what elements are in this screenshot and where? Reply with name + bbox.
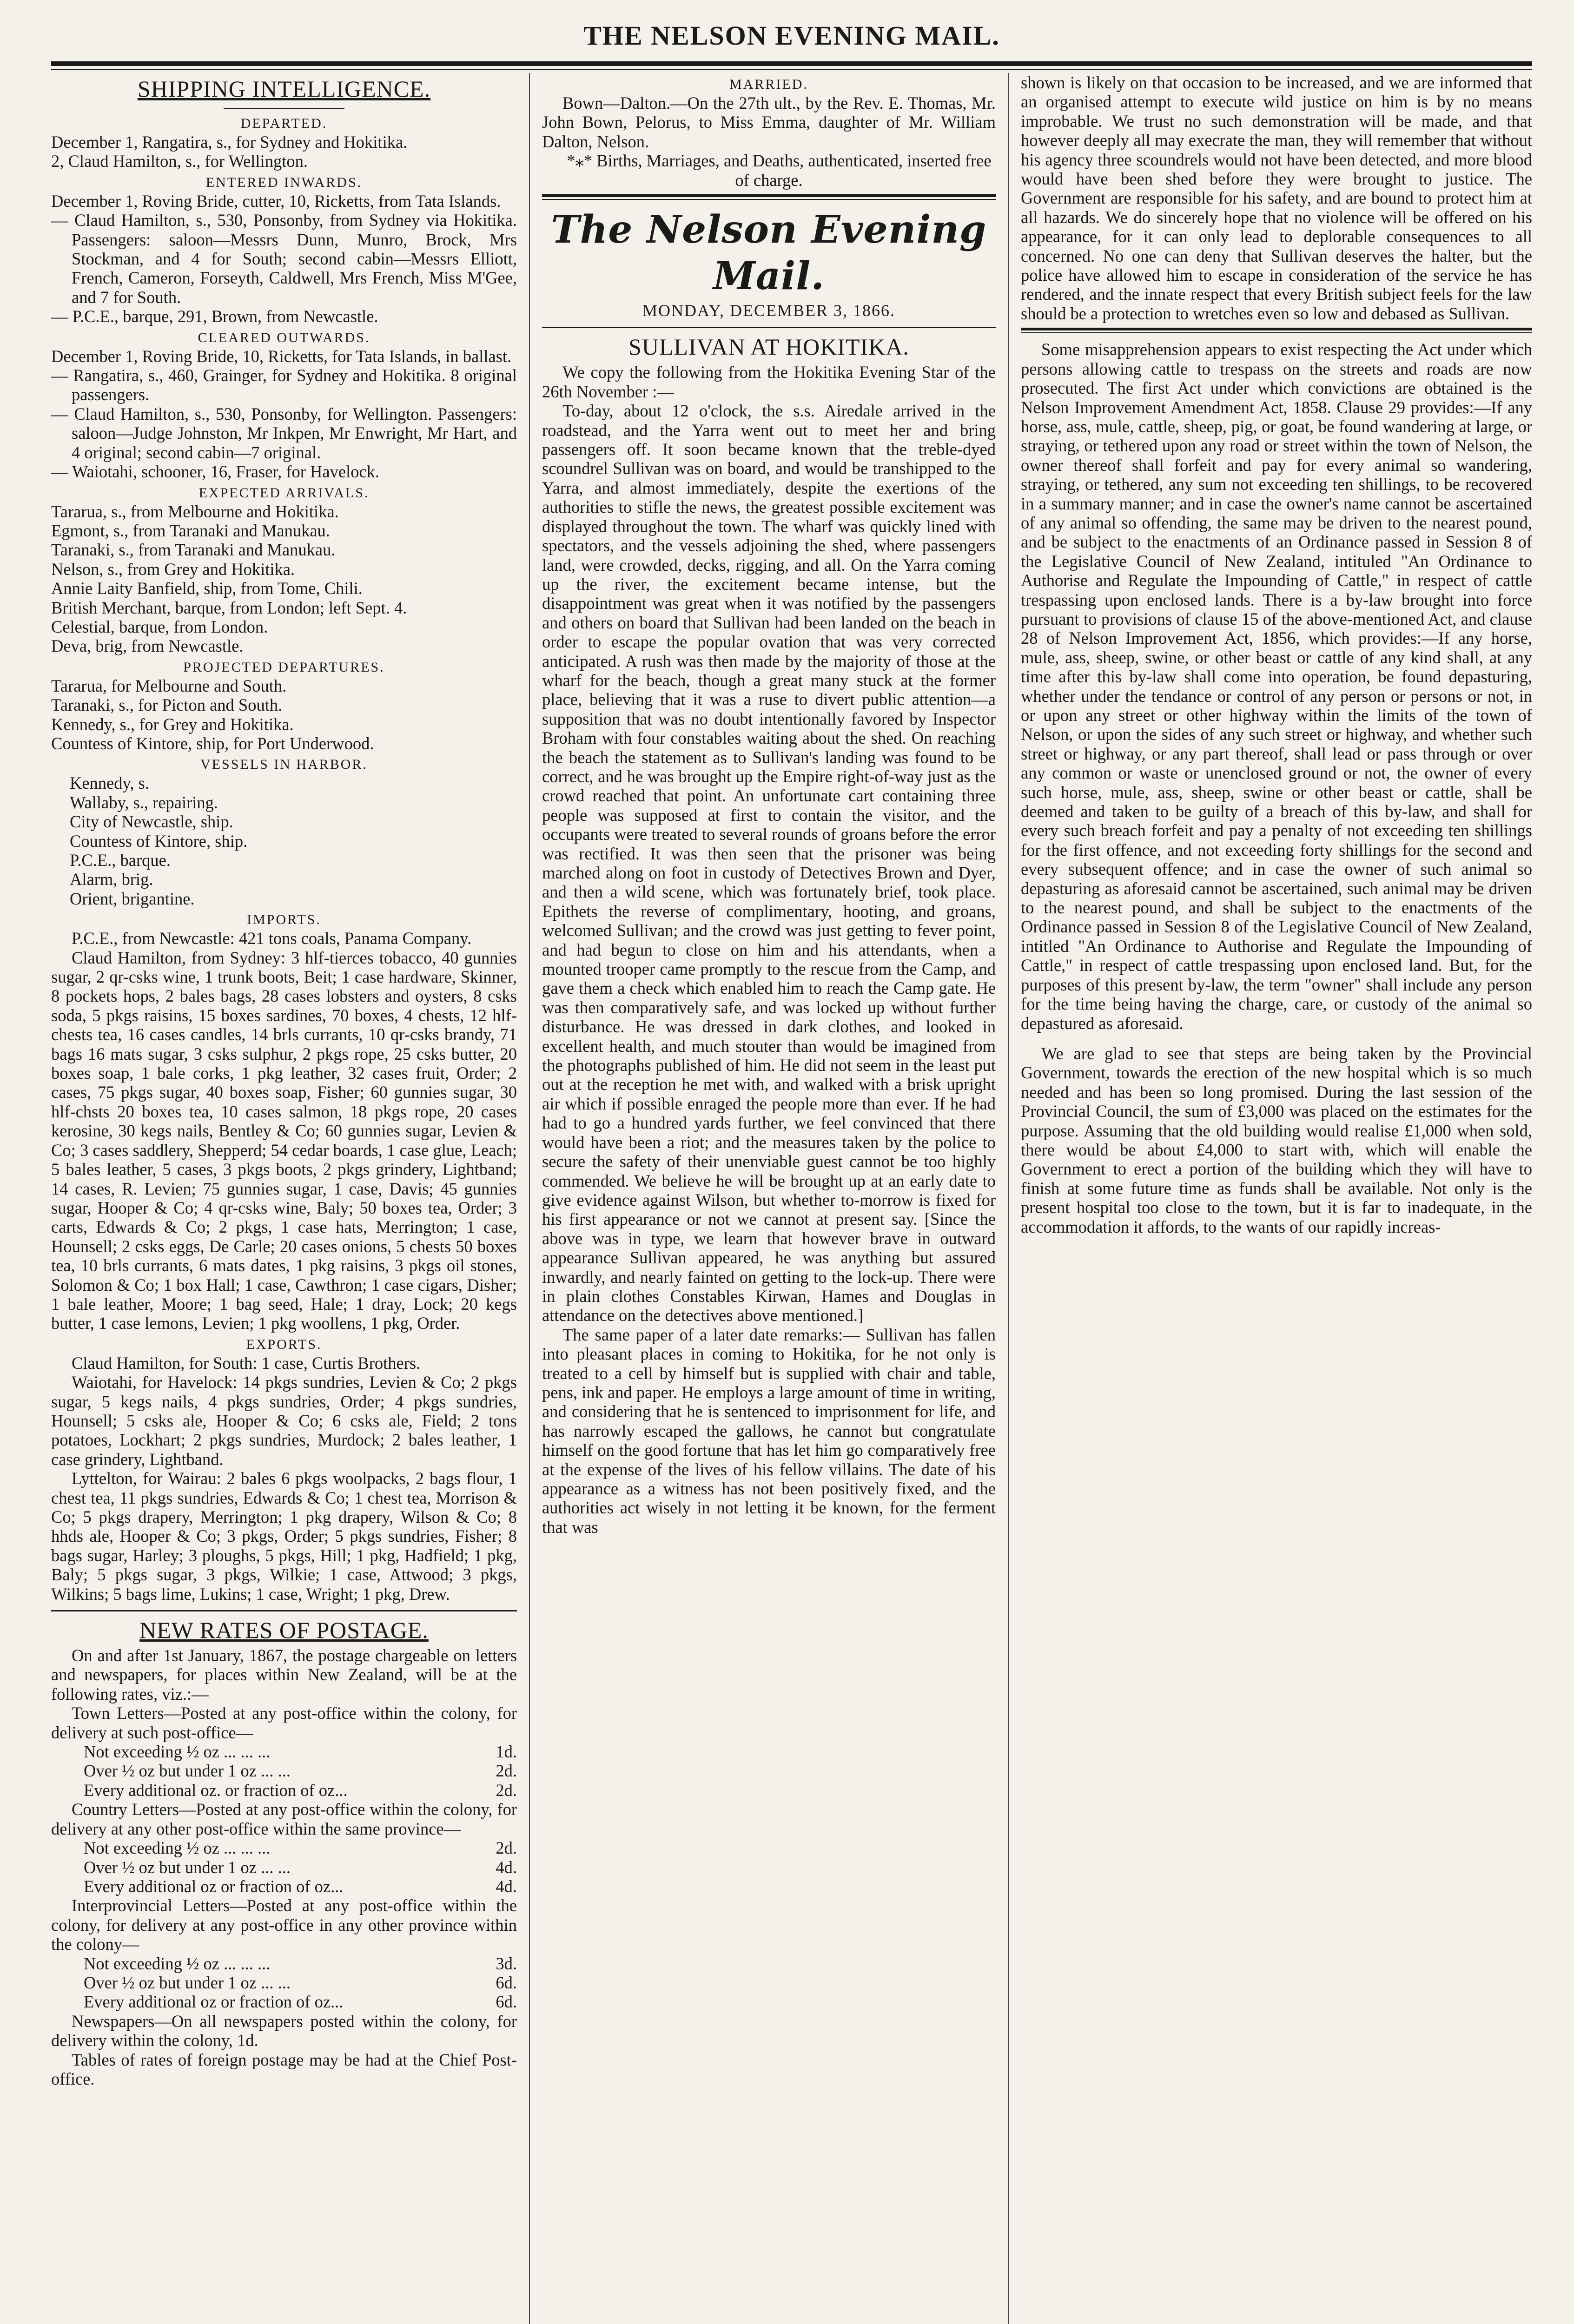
expected-entry: Celestial, barque, from London.	[51, 617, 268, 636]
postage-title: NEW RATES OF POSTAGE.	[139, 1617, 429, 1644]
masthead-rule	[51, 61, 1532, 66]
hospital-paragraph: We are glad to see that steps are being taken by the Provincial Government, towards the erection of the new hospital which is so much needed and has been so long promised. During the last session of the Provincial Council, the sum of £3,000 was placed on the estimates for the purpose. Assuming that the old building would realise £1,000 when sold, there would be about £4,000 to start with, which will enable the Government to erect a portion of the building which they will have to finish at some future time as funds shall be available. Not only is the present hospital too close to the town, but it is far to inadequate, in the accommodation it affords, to the wants of our rapidly increas-	[1021, 1043, 1532, 1236]
departed-entry: December 1, Rangatira, s., for Sydney and Hokitika.	[51, 132, 408, 152]
rate-row	[51, 1992, 517, 2011]
section-rule	[51, 1610, 517, 1611]
rate-label: Not exceeding ½ oz ... ... ...	[84, 1954, 271, 1973]
cattle-paragraph: Some misapprehension appears to exist respecting the Act under which persons allowing cattle to trespass on the streets and roads are now prosecuted. The first Act under which convictions are obtained is the Nelson Improvement Amendment Act, 1858. Clause 29 provides:—If any horse, ass, mule, cattle, sheep, pig, or goat, be found wandering at large, or straying, or tethered upon any road or street within the town of Nelson, the owner thereof shall forfeit and pay for every animal so wandering, straying, or tethered, any sum not exceeding ten shillings, to be recovered in a summary manner; and in case the owner's name cannot be ascertained of any animal so offending, the same may be driven to the nearest pound, and be subject to the enactments of an Ordinance passed in Session 8 of the Legislative Council of New Zealand, intituled "An Ordinance to Authorise and Regulate the Impounding of Cattle," in respect of cattle trespassing upon enclosed lands. There is a by-law brought into force pursuant to provisions of clause 15 of the above-mentioned Act, and clause 28 of Nelson Improvement Act, 1856, which provides:—If any horse, mule, ass, sheep, swine, or other beast or cattle of any kind shall, at any time after this by-law shall come into operation, be found depasturing, whether under the tendance or control of any person or persons or not, in or upon any street or other highway within the limits of the town of Nelson, or upon the sides of any such street or highway, and whether such street or highway, or any part thereof, shall lead or pass through or over any common or waste or unenclosed ground or not, the owner of every such horse, mule, ass, sheep, swine or other beast or cattle, shall be deemed and taken to be guilty of a breach of this by-law, and shall for every such breach forfeit and pay a penalty of not exceeding ten shillings for the first offence, and not exceeding forty shillings for the second and every subsequent offence; and in case the owner of such animal so depasturing as aforesaid cannot be ascertained, such animal may be driven to the nearest pound, and shall be subject to the enactments of the Ordinance passed in Session 8 of the Legislative Council of New Zealand, intitled "An Ordinance to Authorise and Regulate the Impounding of Cattle," in respect of cattle trespassing upon enclosed land. But, for the purposes of this present by-law, the term "owner" shall include any person for the time being having the charge, care, or custody of the animal so depastured as aforesaid.	[1021, 340, 1532, 1033]
rate-label: Over ½ oz but under 1 oz ... ...	[84, 1857, 291, 1877]
postage-intro: On and after 1st January, 1867, the postage chargeable on letters and newspapers, for places within New Zealand, will be at the following rates, viz.:—	[51, 1646, 517, 1703]
expected-entry: Deva, brig, from Newcastle.	[51, 636, 244, 656]
article-title: SULLIVAN AT HOKITIKA.	[628, 334, 909, 360]
harbor-entry: Kennedy, s.	[70, 773, 149, 793]
entered-entry: — Claud Hamilton, s., 530, Ponsonby, from Sydney via Hokitika. Passengers: saloon—Messrs Dunn, Munro, Brock, Mrs Stockman, and 4 for South; second cabin—Messrs Elliott, French, Cameron, Forseyth, Caldwell, Mrs French, Miss M'Gee, and 7 for South.	[51, 211, 517, 307]
rate-value: 6d.	[496, 1973, 517, 1992]
rate-row	[51, 1973, 517, 1992]
rate-value: 1d.	[496, 1742, 517, 1762]
masthead: THE NELSON EVENING MAIL.	[583, 20, 1000, 51]
entered-entry: — P.C.E., barque, 291, Brown, from Newcastle.	[51, 307, 378, 326]
departed-entry: 2, Claud Hamilton, s., for Wellington.	[51, 152, 308, 171]
projected-entry: Countess of Kintore, ship, for Port Underwood.	[51, 733, 374, 753]
harbor-entry: Countess of Kintore, ship.	[70, 831, 248, 851]
article-paragraph: The same paper of a later date remarks:— Sullivan has fallen into pleasant places in coming to Hokitika, for he not only is treated to a cell by himself but is supplied with chair and table, pens, ink and paper. He employs a large amount of time in writing, and considering that he is sentenced to imprisonment for life, and has narrowly escaped the gallows, he cannot but congratulate himself on the good fortune that has let him go comparatively free at the expense of the lives of his fellow villains. The date of his appearance as a witness has not been positively fixed, and the authorities act wisely in not letting it be known, for the ferment that was	[542, 1325, 996, 1537]
entered-entry: December 1, Roving Bride, cutter, 10, Ricketts, from Tata Islands.	[51, 191, 501, 211]
rate-label: Every additional oz or fraction of oz...	[84, 1992, 344, 2012]
exports-entry: Claud Hamilton, for South: 1 case, Curtis Brothers.	[72, 1353, 421, 1373]
masthead-rule-thin	[51, 69, 1532, 70]
rate-value: 6d.	[496, 1992, 517, 2012]
expected-entry: Egmont, s., from Taranaki and Manukau.	[51, 521, 330, 540]
projected-entry: Tararua, for Melbourne and South.	[51, 676, 287, 695]
rate-label: Every additional oz. or fraction of oz...	[84, 1780, 348, 1800]
harbor-entry: Orient, brigantine.	[70, 889, 195, 908]
harbor-entry: P.C.E., barque.	[70, 851, 171, 870]
expected-entry: Taranaki, s., from Taranaki and Manukau.	[51, 540, 336, 560]
cleared-entry: — Waiotahi, schooner, 16, Fraser, for Havelock.	[51, 462, 380, 482]
departed-heading: DEPARTED.	[240, 116, 328, 131]
rate-value: 2d.	[496, 1838, 517, 1858]
exports-heading: EXPORTS.	[246, 1336, 322, 1352]
rate-value: 4d.	[496, 1857, 517, 1877]
spacer	[1021, 1033, 1532, 1044]
section-rule-thin	[542, 199, 996, 200]
dateline: MONDAY, DECEMBER 3, 1866.	[642, 301, 896, 320]
divider	[224, 108, 344, 109]
projected-entry: Taranaki, s., for Picton and South.	[51, 695, 283, 715]
section-rule-thin	[1021, 332, 1532, 333]
rate-row	[51, 1781, 517, 1800]
rate-value: 4d.	[496, 1876, 517, 1896]
postage-town-heading: Town Letters—Posted at any post-office within the colony, for delivery at such post-office—	[51, 1703, 517, 1742]
expected-entry: Nelson, s., from Grey and Hokitika.	[51, 559, 295, 579]
rate-row	[51, 1742, 517, 1761]
expected-entry: British Merchant, barque, from London; left Sept. 4.	[51, 598, 407, 617]
paper-title: The Nelson Evening Mail.	[551, 207, 987, 299]
rate-row	[51, 1954, 517, 1973]
rate-label: Not exceeding ½ oz ... ... ...	[84, 1742, 271, 1762]
shipping-title: SHIPPING INTELLIGENCE.	[137, 76, 431, 102]
cleared-entry: — Claud Hamilton, s., 530, Ponsonby, for Wellington. Passengers: saloon—Judge Johnston, Mr Inkpen, Mr Enwright, Mr Hart, and 4 original; second cabin—7 original.	[51, 404, 517, 462]
rate-label: Every additional oz or fraction of oz...	[84, 1876, 344, 1896]
rate-row	[51, 1858, 517, 1877]
rate-row	[51, 1838, 517, 1857]
married-notice: Bown—Dalton.—On the 27th ult., by the Rev. E. Thomas, Mr. John Bown, Pelorus, to Miss Emma, daughter of Mr. William Dalton, Nelson.	[542, 93, 996, 151]
married-heading: MARRIED.	[729, 77, 808, 92]
expected-heading: EXPECTED ARRIVALS.	[198, 485, 370, 501]
article-paragraph: To-day, about 12 o'clock, the s.s. Airedale arrived in the roadstead, and the Yarra went out to meet her and bring passengers off. It soon became known that the treble-dyed scoundrel Sullivan was on board, and would be transhipped to the Yarra, and almost immediately, despite the exertions of the authorities to stifle the news, the greatest possible excitement was displayed throughout the town. The wharf was quickly lined with spectators, and the vessels adjoining the shed, where passengers land, were crowded, decks, rigging, and all. On the Yarra coming up the river, the excitement became intense, but the disappointment was great when it was notified by the passengers and others on board that Sullivan had been landed on the beach in order to escape the popular ovation that was very corrected anticipated. A rush was then made by the majority of those at the wharf for the beach, though a great many stuck at the former place, believing that it was a ruse to divert public attention—a supposition that was no doubt intentionally favored by Inspector Broham with four constables waiting about the shed. On reaching the beach the statement as to Sullivan's landing was found to be correct, and he was brought up the Empire right-of-way just as the crowd reached that point. An unfortunate cart containing three people was supposed at first to contain the visitor, and the occupants were treated to several rounds of groans before the error was rectified. It was then seen that the prisoner was being marched along on foot in custody of Detectives Brown and Dyer, and then a wild scene, which was fortunately brief, took place. Epithets the reverse of complimentary, hooting, and groans, welcomed Sullivan; and the crowd was just getting to fever point, and had begun to close on him and his attendants, when a mounted trooper came promptly to the rescue from the Camp, and gave them a check which enabled him to reach the Camp gate. He was then comparatively safe, and was locked up without further disturbance. He was dressed in dark clothes, and looked in excellent health, and much stouter than would be imagined from the photographs published of him. He did not seem in the least put out at the reception he met with, and walked with a brisk upright air which if possible enraged the people more than ever. If he had had to go a hundred yards further, we feel convinced that there would have been a riot; and the measures taken by the police to secure the safety of their unenviable guest cannot be too highly commended. We believe he will be brought up at an early date to give evidence against Wilson, but whether to-morrow is fixed for his first appearance or not we cannot at present say. [Since the above was in type, we learn that however brave in outward appearance Sullivan appeared, he was anything but assured inwardly, and nearly fainted on getting to the lock-up. There were in plain clothes Constables Kirwan, Hames and Douglas in attendance on the detectives above mentioned.]	[542, 401, 996, 1325]
section-rule	[542, 327, 996, 328]
rate-value: 2d.	[496, 1761, 517, 1781]
harbor-entry: Wallaby, s., repairing.	[70, 792, 218, 812]
column-left	[51, 73, 530, 2324]
rate-row	[51, 1877, 517, 1896]
imports-heading: IMPORTS.	[247, 912, 321, 928]
harbor-entry: City of Newcastle, ship.	[70, 812, 233, 832]
article-continuation: shown is likely on that occasion to be increased, and we are informed that an organised attempt to execute wild justice on him is by no means improbable. We trust no such demonstration will be made, and that however deeply all may execrate the man, they will remember that without his agency three scoundrels would not have been detected, and more blood would have been shed before they were brought to justice. The Government are responsible for his safety, and are bound to protect him at all hazards. We do sincerely hope that no violence will be offered on his appearance, for it can only lead to deplorable consequences to all concerned. No one can deny that Sullivan deserves the halter, but the police have allowed him to escape in consideration of the service he has rendered, and the innate respect that every British subject feels for the law should be a protection to wretches even so low and debased as Sullivan.	[1021, 73, 1532, 323]
bmd-notice: *⁎* Births, Marriages, and Deaths, authenticated, inserted free of charge.	[567, 151, 992, 190]
rate-label: Over ½ oz but under 1 oz ... ...	[84, 1973, 291, 1992]
postage-foreign: Tables of rates of foreign postage may be had at the Chief Post-office.	[51, 2050, 517, 2088]
postage-country-heading: Country Letters—Posted at any post-office within the colony, for delivery at any other post-office within the same province—	[51, 1800, 517, 1838]
postage-newspapers: Newspapers—On all newspapers posted within the colony, for delivery within the colony, 1d.	[51, 2011, 517, 2050]
postage-inter-heading: Interprovincial Letters—Posted at any post-office within the colony, for delivery at any post-office in any other province within the colony—	[51, 1896, 517, 1954]
column-middle	[530, 73, 1009, 2324]
column-right	[1009, 73, 1532, 2324]
rate-label: Not exceeding ½ oz ... ... ...	[84, 1838, 271, 1858]
article-paragraph: We copy the following from the Hokitika Evening Star of the 26th November :—	[542, 363, 996, 401]
cleared-entry: December 1, Roving Bride, 10, Ricketts, for Tata Islands, in ballast.	[51, 346, 512, 366]
cleared-heading: CLEARED OUTWARDS.	[198, 330, 370, 345]
section-rule	[1021, 328, 1532, 330]
imports-entry: P.C.E., from Newcastle: 421 tons coals, Panama Company.	[72, 929, 472, 948]
rate-label: Over ½ oz but under 1 oz ... ...	[84, 1761, 291, 1781]
cleared-entry: — Rangatira, s., 460, Grainger, for Sydney and Hokitika. 8 original passengers.	[51, 366, 517, 404]
exports-entry: Lyttelton, for Wairau: 2 bales 6 pkgs woolpacks, 2 bags flour, 1 chest tea, 11 pkgs sundries, Edwards & Co; 1 chest tea, Morrison & Co; 5 pkgs drapery, Merrington; 1 pkg drapery, Wilson & Co; 8 hhds ale, Hooper & Co; 3 pkgs, Order; 5 pkgs sundries, Fisher; 8 bags sugar, Harley; 3 ploughs, 5 pkgs, Hill; 1 pkg, Hadfield; 1 pkg, Baly; 5 pkgs sugar, 3 pkgs, Wilkie; 1 case, Attwood; 3 pkgs, Wilkins; 5 bags lime, Lukins; 1 case, Wright; 1 pkg, Drew.	[51, 1469, 517, 1604]
exports-entry: Waiotahi, for Havelock: 14 pkgs sundries, Levien & Co; 2 pkgs sugar, 5 kegs nails, 4 pkgs sundries, Order; 4 pkgs sundries, Hounsell; 5 csks ale, Hooper & Co; 6 csks ale, Field; 2 tons potatoes, Lockhart; 2 pkgs sundries, Murdock; 2 bales leather, 1 case grindery, Lightband.	[51, 1373, 517, 1469]
imports-entry: Claud Hamilton, from Sydney: 3 hlf-tierces tobacco, 40 gunnies sugar, 2 qr-csks wine, 1 trunk boots, Beit; 1 case hardware, Skinner, 8 pockets hops, 2 bales bags, 28 cases lobsters and oysters, 8 csks soda, 5 pkgs raisins, 15 boxes sardines, 70 boxes, 4 chests, 12 hlf-chests tea, 16 cases candles, 14 brls currants, 10 qr-csks brandy, 71 bags 16 mats sugar, 3 csks sulphur, 2 pkgs rope, 25 csks butter, 20 boxes soap, 1 bale corks, 1 pkg leather, 32 cases fruit, Order; 2 cases, 75 pkgs sugar, 40 boxes soap, Fisher; 60 gunnies sugar, 30 hlf-chsts 20 boxes tea, 10 cases salmon, 18 pkgs rope, 20 cases kerosine, 30 kegs nails, Bentley & Co; 60 gunnies sugar, Levien & Co; 3 cases saddlery, Shepperd; 54 cedar boards, 1 case glue, Leach; 5 bales leather, 5 cases, 3 pkgs boots, 2 pkgs grindery, Lightband; 14 cases, R. Levien; 75 gunnies sugar, 1 case, Davis; 45 gunnies sugar, Hooper & Co; 4 qr-csks wine, Baly; 50 boxes tea, Order; 3 carts, Edwards & Co; 2 pkgs, 1 case hats, Merrington; 1 case, Hounsell; 2 csks eggs, De Carle; 20 cases onions, 5 chests 50 boxes tea, 10 brls currants, 6 mats dates, 1 pkg raisins, 3 pkgs oil stones, Solomon & Co; 1 box Hall; 1 case, Cawthron; 1 case cigars, Disher; 1 bale leather, Moore; 1 bag seed, Hale; 1 dray, Lock; 20 kegs butter, 1 case lemons, Levien; 1 pkg woollens, 1 pkg, Order.	[51, 948, 517, 1333]
section-rule	[542, 194, 996, 197]
harbor-heading: VESSELS IN HARBOR.	[200, 757, 368, 772]
entered-heading: ENTERED INWARDS.	[205, 174, 363, 190]
projected-heading: PROJECTED DEPARTURES.	[183, 659, 385, 675]
rate-value: 3d.	[496, 1954, 517, 1973]
rate-row	[51, 1761, 517, 1780]
expected-entry: Annie Laity Banfield, ship, from Tome, Chili.	[51, 579, 363, 598]
columns	[51, 73, 1532, 2324]
expected-entry: Tararua, s., from Melbourne and Hokitika.	[51, 502, 339, 521]
projected-entry: Kennedy, s., for Grey and Hokitika.	[51, 714, 294, 734]
rate-value: 2d.	[496, 1780, 517, 1800]
harbor-entry: Alarm, brig.	[70, 870, 153, 889]
